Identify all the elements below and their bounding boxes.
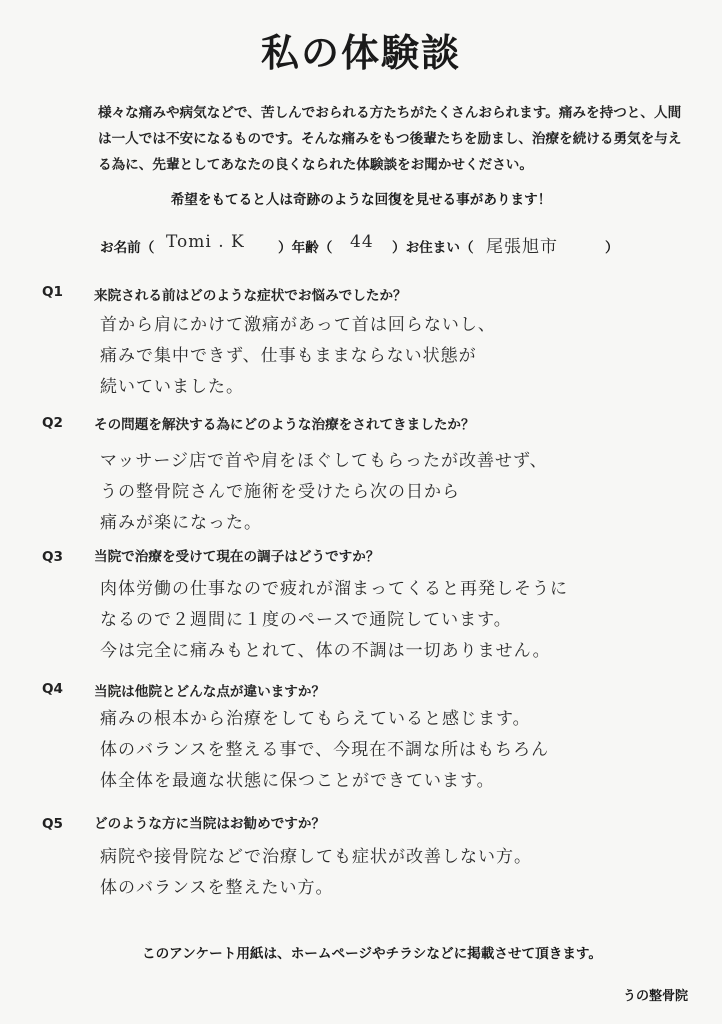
answer-line: 体のバランスを整える事で、今現在不調な所はもちろん [100,740,550,760]
age-label: ）年齢（ [278,240,333,256]
answer-line: 今は完全に痛みもとれて、体の不調は一切ありません。 [100,641,551,661]
question-text: 当院で治療を受けて現在の調子はどうですか？ [94,549,380,565]
question-label: Q4 [42,681,64,697]
question-text: 来院される前はどのような症状でお悩みでしたか？ [94,288,407,304]
answer-block [100,704,660,797]
name-value: Tomi . K [166,232,245,252]
question-label: Q1 [42,284,64,300]
question-label: Q5 [42,816,64,832]
answer-line: うの整骨院さんで施術を受けたら次の日から [100,482,460,502]
question-text: どのような方に当院はお勧めですか？ [94,816,326,832]
answer-line: 首から肩にかけて激痛があって首は回らないし、 [100,315,496,335]
answer-line: 痛みで集中できず、仕事もままならない状態が [100,346,477,366]
question-label: Q3 [42,549,64,565]
answer-line: 続いていました。 [100,377,244,397]
address-close: ） [605,240,619,256]
clinic-brand: うの整骨院 [622,989,688,1004]
answer-line: マッサージ店で首や肩をほぐしてもらったが改善せず、 [100,451,548,471]
question-text: 当院は他院とどんな点が違いますか？ [94,684,326,700]
question-text: その問題を解決する為にどのような治療をされてきましたか？ [94,417,475,433]
name-label: お名前（ [100,240,155,256]
answer-line: 痛みの根本から治療をしてもらえていると感じます。 [100,709,531,729]
answer-block [100,574,660,667]
answer-block [100,310,660,403]
answer-line: なるので２週間に１度のペースで通院しています。 [100,610,512,630]
question-label: Q2 [42,415,64,431]
age-value: 44 [350,232,374,252]
address-label: ）お住まい（ [392,240,474,256]
respondent-info [100,232,680,260]
answer-line: 体全体を最適な状態に保つことができています。 [100,771,495,791]
slogan: 希望をもてると人は奇跡のような回復を見せる事があります！ [170,192,552,208]
intro-paragraph: 様々な痛みや病気などで、苦しんでおられる方たちがたくさんおられます。痛みを持つと、人間は一人では不安になるものです。そんな痛みをもつ後輩たちを励まし、治療を続ける勇気を与える為に、先輩としてあなたの良くなられた体験談をお聞かせください。 [98,105,682,173]
answer-line: 体のバランスを整えたい方。 [100,878,334,898]
answer-line: 病院や接骨院などで治療しても症状が改善しない方。 [100,847,532,867]
footer-note: このアンケート用紙は、ホームページやチラシなどに掲載させて頂きます。 [142,946,603,962]
answer-block [100,842,660,904]
answer-line: 痛みが楽になった。 [100,513,262,533]
answer-block [100,446,660,539]
address-value: 尾張旭市 [486,237,558,257]
page-title: 私の体験談 [260,31,461,75]
answer-line: 肉体労働の仕事なので疲れが溜まってくると再発しそうに [100,579,568,599]
